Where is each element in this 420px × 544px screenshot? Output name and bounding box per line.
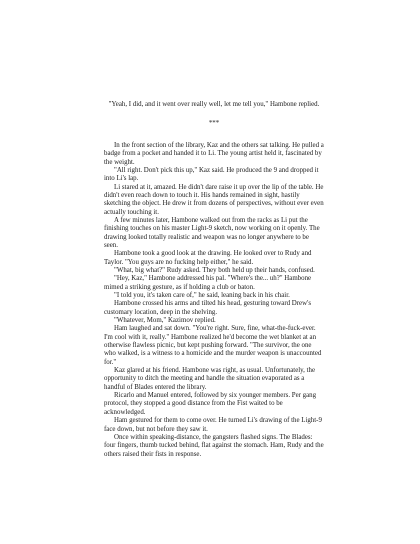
paragraph: Hambone took a good look at the drawing. He looked over to Rudy and Taylor. "You guys are no fucking help either," he said. [104,250,312,266]
paragraph: Once within speaking-distance, the gangsters flashed signs. The Blades: four fingers, thumb tucked behind, flat against the stomach. Ham, Rudy and the others raised their fists in response. [104,433,324,458]
paragraph: Hambone crossed his arms and tilted his head, gesturing toward Drew's customary location, deep in the shelving. [104,300,312,316]
paragraph: Ham laughed and sat down. "You're right. Sure, fine, what-the-fuck-ever. I'm cool with it, really." Hambone realized he'd become the wet blanket at an otherwise flawless picnic, but kept pushing forward. "The survivor, the one who walked, is a witness to a homicide and the murder weapon is unaccounted for." [104,325,322,366]
scene-break: *** [208,120,220,128]
paragraph: A few minutes later, Hambone walked out from the racks as Li put the finishing touches on his master Light-9 sketch, now working on it openly. The drawing looked totally realistic and weapon was no longer anywhere to be seen. [104,216,320,249]
paragraph: Li stared at it, amazed. He didn't dare raise it up over the lip of the table. He didn't even reach down to touch it. His hands remained in sight, hastily sketching the object. He drew it from dozens of perspectives, without ever even actually touching it. [104,183,324,216]
paragraph: "What, big what?" Rudy asked. They both held up their hands, confused. [114,266,315,274]
paragraph: "Hey, Kaz," Hambone addressed his pal. "Where's the... uh?" Hambone mimed a striking gesture, as if holding a club or baton. [104,275,312,291]
opening-line: "Yeah, I did, and it went over really well, let me tell you," Hambone replied. [108,101,320,108]
paragraph: In the front section of the library, Kaz and the others sat talking. He pulled a badge from a pocket and handed it to Li. The young artist held it, fascinated by the weight. [104,141,324,166]
paragraph: "I told you, it's taken care of," he said, leaning back in his chair. [114,292,290,299]
paragraph: "Whatever, Mom," Kazimov replied. [114,317,216,325]
paragraph: Kaz glared at his friend. Hambone was right, as usual. Unfortunately, the opportunity to ditch the meeting and handle the situation evaporated as a handful of Blades entered the library. [104,367,316,391]
paragraph: Ricarlo and Manuel entered, followed by six younger members. Per gang protocol, they stopped a good distance from the Fist waited to be acknowledged. [104,392,317,416]
body-text [104,142,324,459]
paragraph: Ham gestured for them to come over. He turned Li's drawing of the Light-9 face down, but not before they saw it. [104,417,322,433]
paragraph: "All right. Don't pick this up," Kaz said. He produced the 9 and dropped it into Li's lap. [104,166,319,183]
